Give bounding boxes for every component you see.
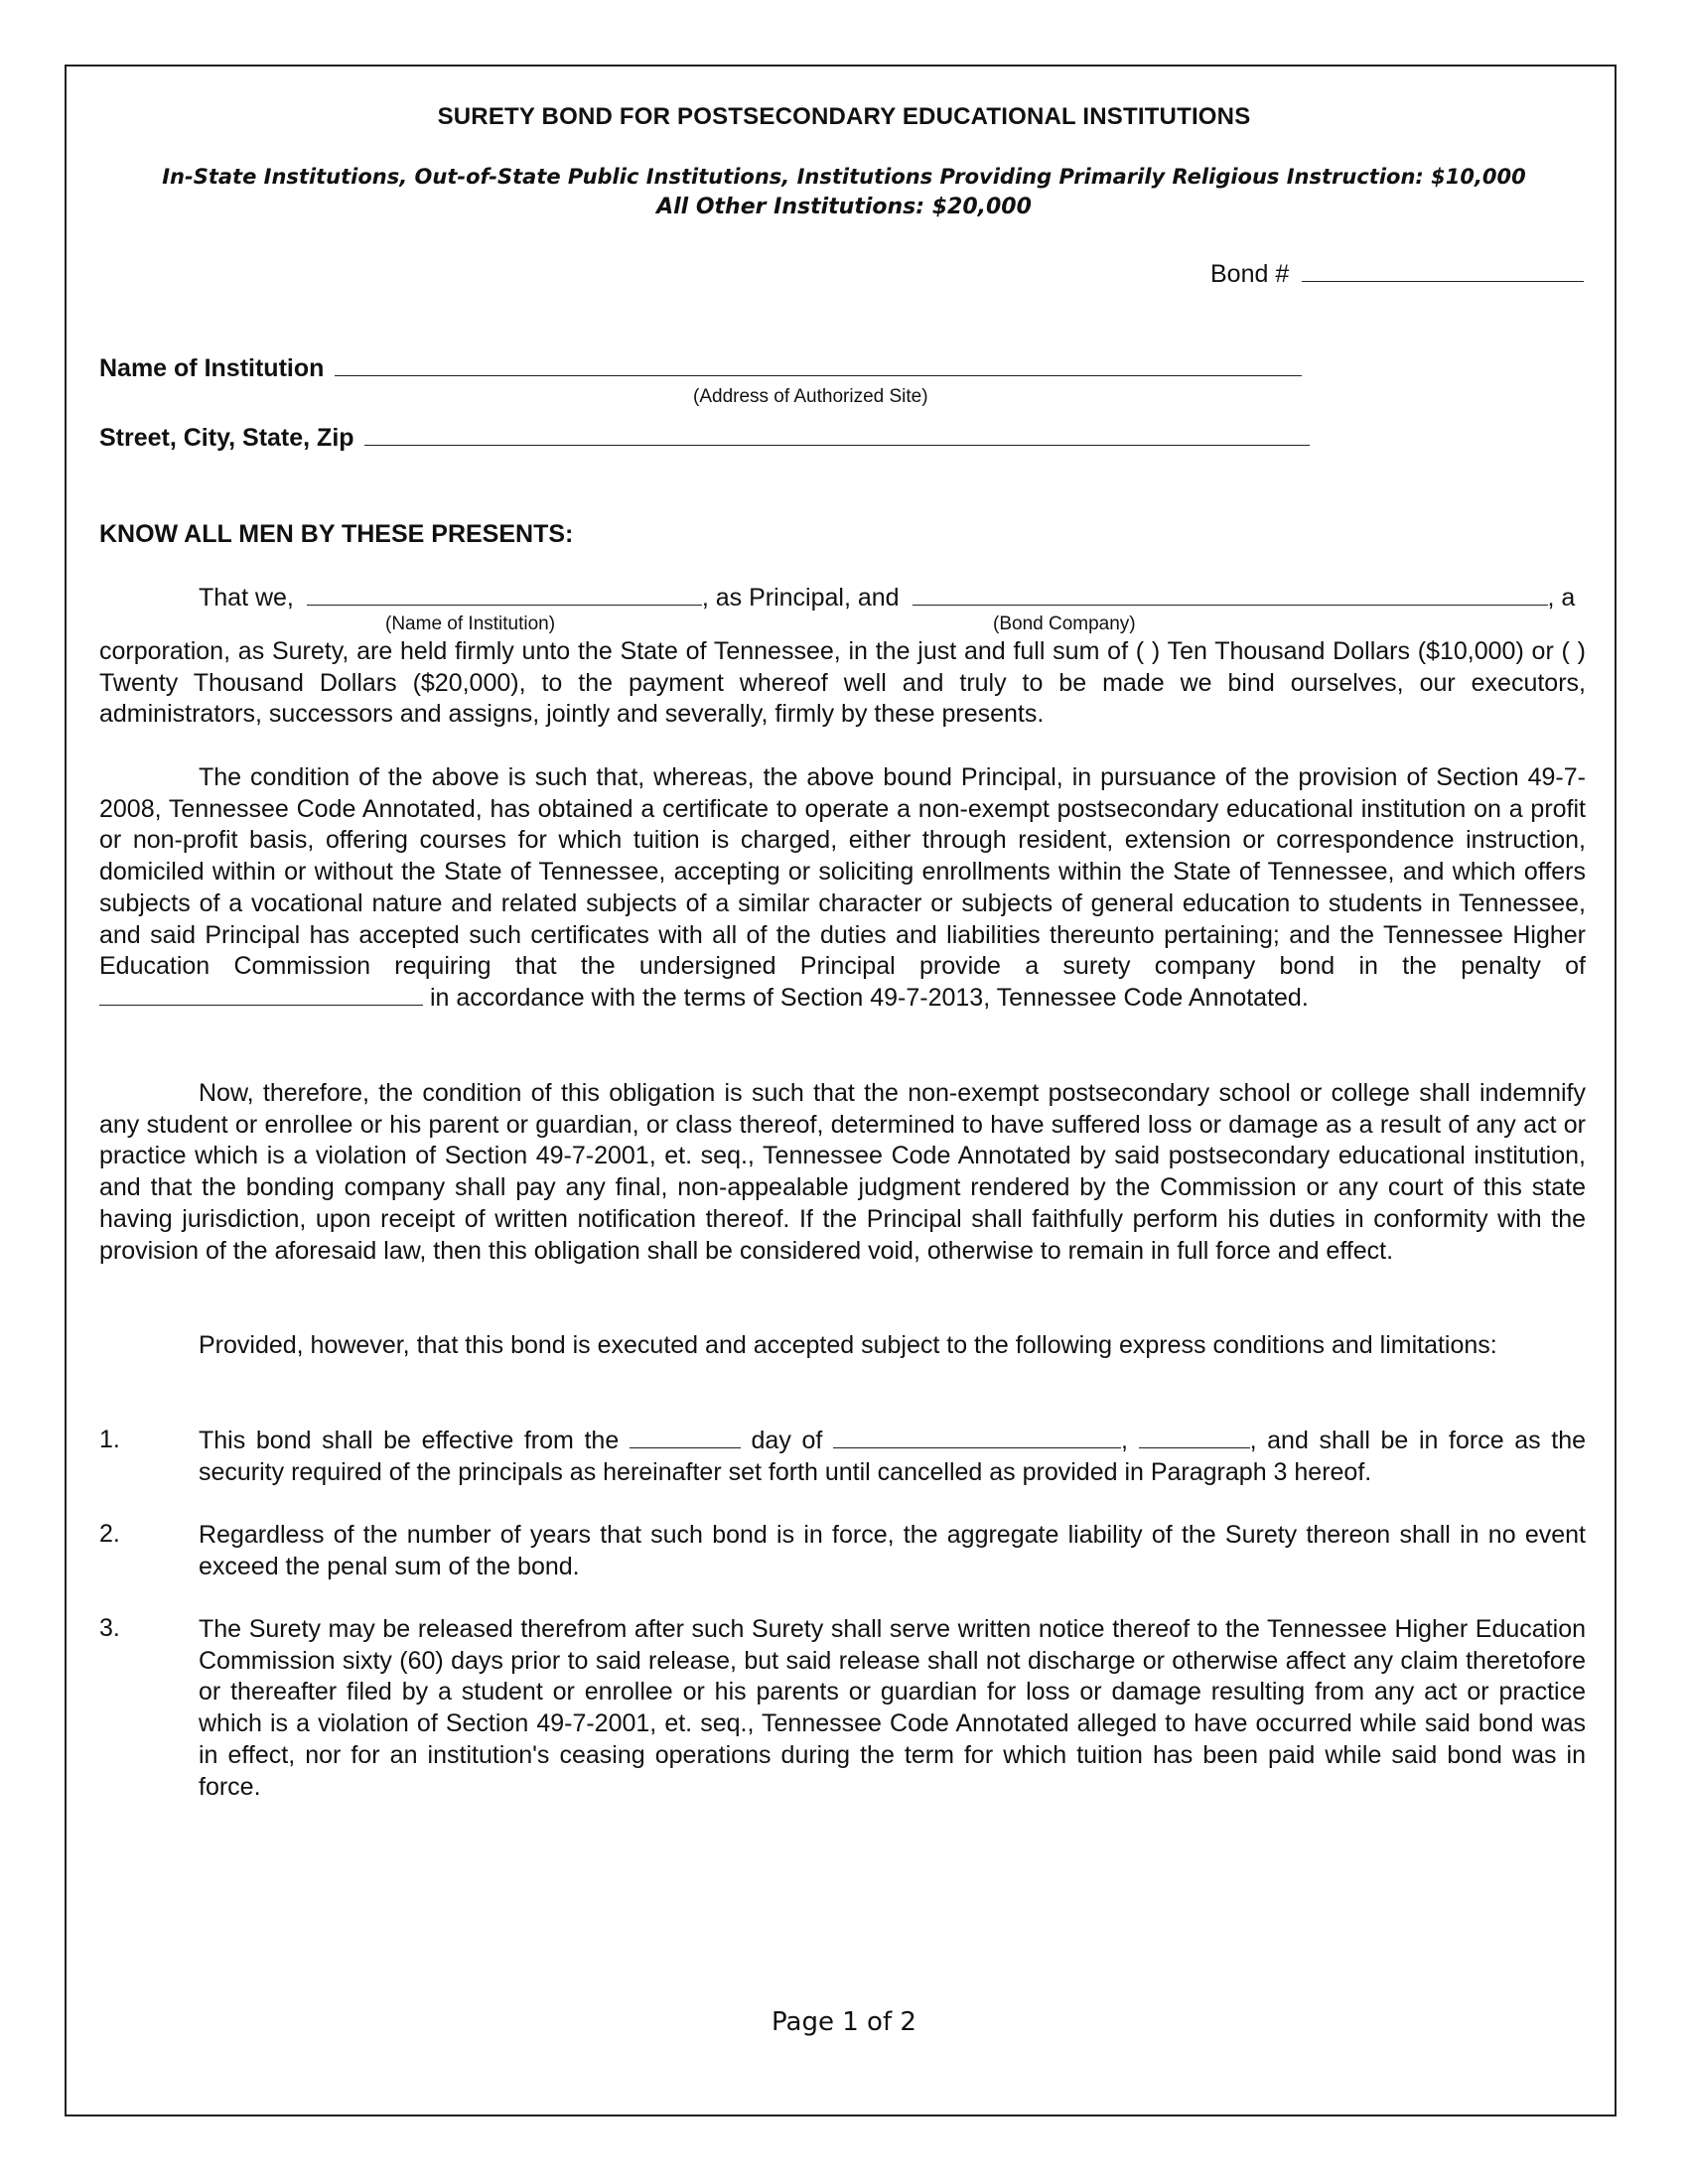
bond-number-row	[1210, 260, 1584, 289]
item-2-number: 2.	[99, 1520, 120, 1548]
item-1	[199, 1426, 1586, 1488]
item-1-text-c: ,	[1120, 1427, 1128, 1454]
institution-name-caption: (Name of Institution)	[385, 614, 556, 634]
paragraph-2-end: in accordance with the terms of Section 49-7-2013, Tennessee Code Annotated.	[429, 983, 1309, 1012]
bond-number-label: Bond #	[1210, 260, 1290, 288]
document-title: SURETY BOND FOR POSTSECONDARY EDUCATIONAL INSTITUTIONS	[437, 103, 1251, 130]
bond-number-field[interactable]	[1302, 281, 1584, 282]
paragraph-1: corporation, as Surety, are held firmly unto the State of Tennessee, in the just and full sum of ( ) Ten Thousand Dollars ($10,000) or ( ) Twenty Thousand Dollars ($20,000), to the payment whereof well and truly to be made we bind ourselves, our executors, administrators, successors and assigns, jointly and severally, firmly by these presents.	[99, 637, 1586, 729]
subtitle-line-1: In-State Institutions, Out-of-State Public Institutions, Institutions Providing Primarily Religious Instruction: $10,000	[162, 165, 1526, 189]
institution-name-label: Name of Institution	[99, 354, 325, 382]
institution-name-field[interactable]	[335, 375, 1302, 376]
paragraph-3: Now, therefore, the condition of this obligation is such that the non-exempt postsecondary school or college shall indemnify any student or enrollee or his parent or guardian, or class thereof, determined to have suffered loss or damage as a result of any act or practice which is a violation of Section 49-7-2001, et. seq., Tennessee Code Annotated by said postsecondary educational institution, and that the bonding company shall pay any final, non-appealable judgment rendered by the Commission or any court of this state having jurisdiction, upon receipt of written notification thereof. If the Principal shall faithfully perform his duties in conformity with the provision of the aforesaid law, then this obligation shall be considered void, otherwise to remain in full force and effect.	[99, 1079, 1586, 1265]
paragraph-2-text: The condition of the above is such that, whereas, the above bound Principal, in pursuance of the provision of Section 49-7-2008, Tennessee Code Annotated, has obtained a certificate to operate a non-exempt postsecondary educational institution on a profit or non-profit basis, offering courses for which tuition is charged, either through resident, extension or correspondence instruction, domiciled within or without the State of Tennessee, accepting or soliciting enrollments within the State of Tennessee, and which offers subjects of a vocational nature and related subjects of a similar character or subjects of general education to students in Tennessee, and said Principal has accepted such certificates with all of the duties and liabilities thereunto pertaining; and the Tennessee Higher Education Commission requiring that the undersigned Principal provide a surety company bond in the penalty of	[99, 763, 1586, 981]
effective-month-field[interactable]	[833, 1447, 1121, 1448]
address-label: Street, City, State, Zip	[99, 424, 354, 452]
item-2: Regardless of the number of years that such bond is in force, the aggregate liability of the Surety thereon shall in no event exceed the penal sum of the bond.	[199, 1521, 1586, 1580]
penalty-amount-field[interactable]	[99, 1005, 423, 1006]
item-1-number: 1.	[99, 1426, 120, 1453]
address-field[interactable]	[364, 445, 1310, 446]
address-caption: (Address of Authorized Site)	[693, 386, 928, 407]
item-3: The Surety may be released therefrom after such Surety shall serve written notice thereof to the Tennessee Higher Education Commission sixty (60) days prior to said release, but said release shall not discharge or otherwise affect any claim theretofore or thereafter filed by a student or enrollee or his parents or guardian for loss or damage resulting from any act or practice which is a violation of Section 49-7-2001, et. seq., Tennessee Code Annotated alleged to have occurred while said bond was in effect, nor for an institution's ceasing operations during the term for which tuition has been paid while said bond was in force.	[199, 1615, 1586, 1801]
effective-year-field[interactable]	[1139, 1447, 1250, 1448]
item-1-text-d: , and shall be in force as the security required of the principals as hereinafter set forth until cancelled as provided in Paragraph 3 hereof.	[199, 1427, 1587, 1486]
know-all-men-heading: KNOW ALL MEN BY THESE PRESENTS:	[99, 520, 574, 548]
bond-company-field[interactable]	[913, 605, 1548, 606]
principal-name-field[interactable]	[307, 605, 702, 606]
principal-line	[199, 584, 1575, 613]
item-1-text-b: day of	[751, 1427, 823, 1454]
bond-company-caption: (Bond Company)	[993, 614, 1136, 634]
as-principal-text: , as Principal, and	[701, 584, 900, 612]
trailing-a-text: , a	[1547, 584, 1576, 612]
institution-name-row	[99, 354, 1302, 383]
paragraph-2	[99, 762, 1586, 1015]
item-3-number: 3.	[99, 1614, 120, 1642]
subtitle-line-2: All Other Institutions: $20,000	[656, 195, 1032, 219]
paragraph-4: Provided, however, that this bond is executed and accepted subject to the following express conditions and limitations:	[199, 1331, 1497, 1359]
page-number: Page 1 of 2	[772, 2007, 916, 2037]
effective-day-field[interactable]	[630, 1447, 741, 1448]
that-we-text: That we,	[199, 584, 294, 612]
address-row	[99, 424, 1310, 453]
item-1-text-a: This bond shall be effective from the	[199, 1427, 620, 1454]
